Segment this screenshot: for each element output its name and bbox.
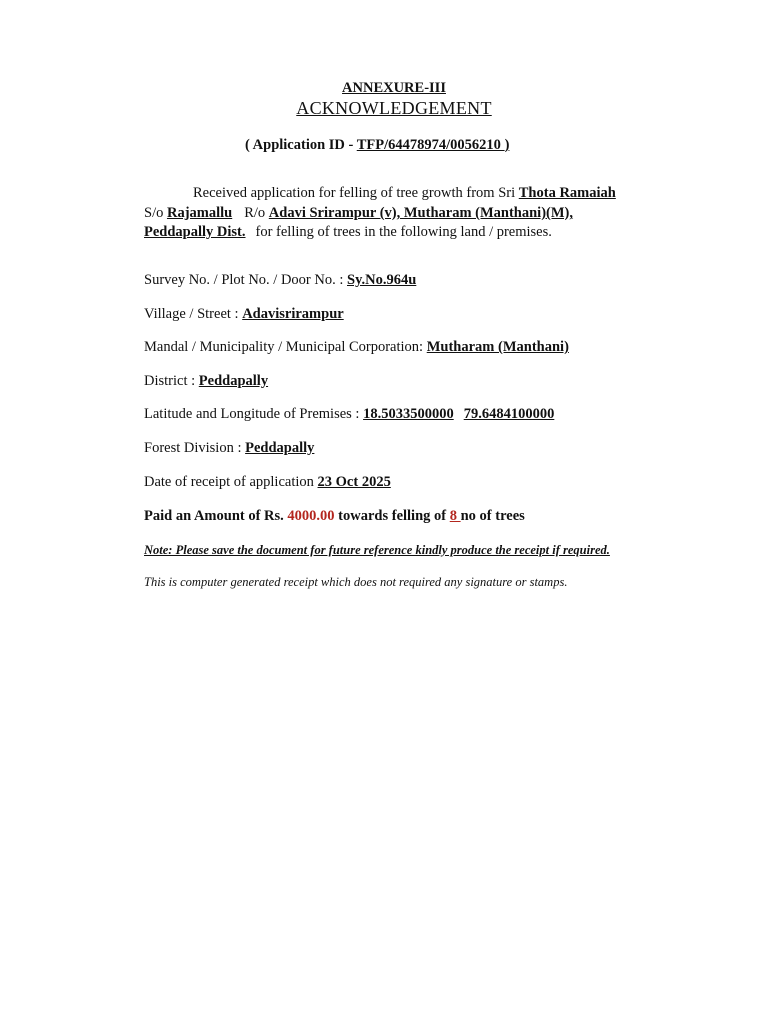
applicant-intro-line [193,184,616,202]
payment-middle: towards felling of [334,508,450,524]
ro-label: R/o [244,205,269,221]
survey-row [144,271,416,289]
district-label: District : [144,373,199,389]
lat-lon-label: Latitude and Longitude of Premises : [144,406,364,422]
forest-division-row [144,439,314,457]
application-id-label: ( Application ID - [245,137,357,153]
district-value: Peddapally [198,373,269,389]
village-label: Village / Street : [144,306,243,322]
receipt-date-value: 23 Oct 2025 [317,474,391,490]
purpose-text: for felling of trees in the following land / premises. [255,224,552,240]
applicant-intro-text: Received application for felling of tree growth from Sri [193,185,519,201]
father-name: Rajamallu [166,205,233,221]
survey-value: Sy.No.964u [347,272,417,288]
village-value: Adavisrirampur [242,306,344,322]
longitude-value: 79.6484100000 [463,406,555,422]
mandal-value: Mutharam (Manthani) [426,339,569,355]
computer-generated-note: This is computer generated receipt which does not required any signature or stamps. [144,575,568,589]
applicant-name: Thota Ramaiah [518,185,616,201]
district-row [144,372,268,390]
forest-division-value: Peddapally [245,440,315,456]
document-title: ACKNOWLEDGEMENT [296,98,492,118]
mandal-label: Mandal / Municipality / Municipal Corporation: [144,339,427,355]
annexure-heading: ANNEXURE-III [342,80,446,96]
latitude-value: 18.5033500000 [363,406,454,422]
survey-label: Survey No. / Plot No. / Door No. : [144,272,347,288]
applicant-purpose-line [144,223,552,241]
forest-division-label: Forest Division : [144,440,246,456]
save-note: Note: Please save the document for future reference kindly produce the receipt if required. [144,543,610,557]
receipt-date-label: Date of receipt of application [144,474,318,490]
payment-row [144,507,525,525]
mandal-row [144,338,569,356]
application-id-value: TFP/64478974/0056210 [356,137,505,153]
lat-lon-row [144,405,554,423]
address-line-2: Peddapally Dist. [144,224,246,240]
payment-prefix: Paid an Amount of Rs. [144,508,288,524]
receipt-date-row [144,473,391,491]
application-id-line [245,136,509,154]
payment-suffix: no of trees [460,508,525,524]
so-label: S/o [144,205,167,221]
address-line-1: Adavi Srirampur (v), Mutharam (Manthani)(M), [268,205,574,221]
applicant-address-line [144,204,573,222]
application-id-close: ) [504,137,510,153]
village-row [144,305,344,323]
payment-amount: 4000.00 [287,508,335,524]
tree-count: 8 [449,508,461,524]
